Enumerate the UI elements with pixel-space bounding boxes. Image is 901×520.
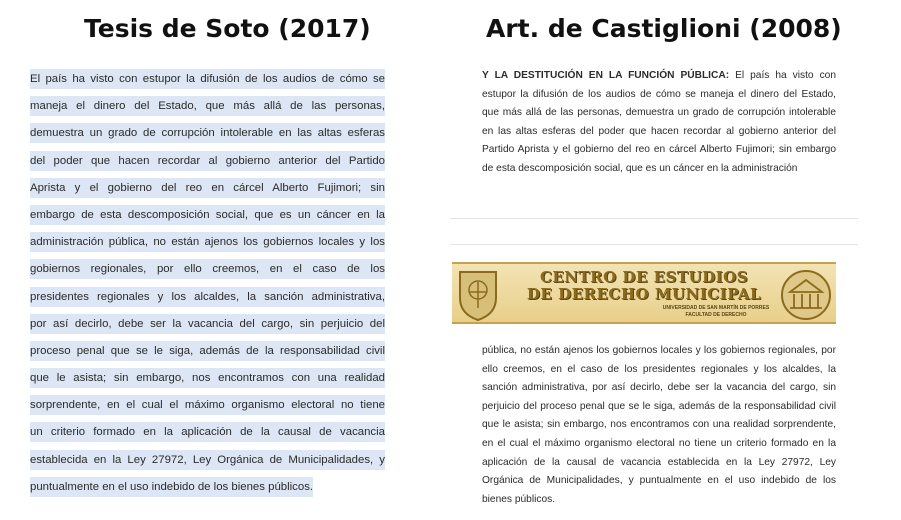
page-divider xyxy=(450,244,858,245)
article-line xyxy=(482,67,836,86)
thesis-line: sorprendente, en el cual el máximo organismo electoral no tiene xyxy=(30,392,385,419)
banner-faculty: FACULTAD DE DERECHO xyxy=(685,312,747,318)
article-section-heading: Y LA DESTITUCIÓN EN LA FUNCIÓN PÚBLICA: xyxy=(482,70,730,81)
article-line: en las altas esferas del poder que hacen recordar al gobierno anterior del xyxy=(482,125,836,137)
thesis-line: embargo de esta descomposición social, que es un cáncer en la xyxy=(30,202,385,229)
article-line: bienes públicos. xyxy=(482,493,556,505)
article-first-line-text: El país ha visto con xyxy=(729,70,836,81)
article-line: perjuicio del proceso penal que se le siga, además de la responsabilidad civil xyxy=(482,400,836,412)
article-line: ello creemos, en el caso de los presidentes regionales y los alcaldes, la xyxy=(482,363,836,375)
thesis-line: El país ha visto con estupor la difusión de los audios de cómo se xyxy=(30,66,385,93)
banner-title-line2: DE DERECHO MUNICIPAL xyxy=(526,285,762,303)
thesis-line: administración pública, no están ajenos los gobiernos locales y los xyxy=(30,229,385,256)
article-line: Partido Aprista y el gobierno del reo en cárcel Alberto Fujimori; sin embargo xyxy=(482,144,836,156)
thesis-line: gobiernos regionales, por ello creemos, en el caso de los xyxy=(30,256,385,283)
thesis-line: maneja el dinero del Estado, que más allá de las personas, xyxy=(30,93,385,120)
thesis-line: por así decirlo, debe ser la vacancia del cargo, sin perjuicio del xyxy=(30,311,385,338)
thesis-line: proceso penal que se le siga, además de la responsabilidad civil xyxy=(30,338,385,365)
thesis-line: un criterio formado en la aplicación de la causal de vacancia xyxy=(30,419,385,446)
page-divider xyxy=(450,218,858,219)
right-heading: Art. de Castiglioni (2008) xyxy=(486,14,842,43)
article-line: que más allá de las personas, demuestra un grado de corrupción intolerable xyxy=(482,107,836,119)
building-emblem-icon xyxy=(780,268,832,322)
thesis-line: del poder que hacen recordar al gobierno anterior del Partido xyxy=(30,148,385,175)
thesis-line: puntualmente en el uso indebido de los bienes públicos. xyxy=(30,474,385,501)
article-line: que le asista; sin embargo, nos encontramos con una realidad sorprendente, xyxy=(482,419,836,431)
article-line: Orgánica de Municipalidades, y puntualmente en el uso indebido de los xyxy=(482,475,836,487)
thesis-line: establecida en la Ley 27972, Ley Orgánica de Municipalidades, y xyxy=(30,447,385,474)
article-line: de esta descomposición social, que es un cáncer en la administración xyxy=(482,162,798,174)
thesis-line: que le asista; sin embargo, nos encontramos con una realidad xyxy=(30,365,385,392)
banner-university: UNIVERSIDAD DE SAN MARTÍN DE PORRES xyxy=(662,305,770,311)
article-line: pública, no están ajenos los gobiernos locales y los gobiernos regionales, por xyxy=(482,345,836,356)
article-line: estupor la difusión de los audios de cómo se maneja el dinero del Estado, xyxy=(482,88,836,100)
thesis-line: presidentes regionales y los alcaldes, la sanción administrativa, xyxy=(30,284,385,311)
article-line: aplicación de la causal de vacancia establecida en la Ley 27972, Ley xyxy=(482,456,836,468)
thesis-excerpt xyxy=(30,66,385,501)
article-excerpt-bottom xyxy=(482,342,836,509)
banner-title-line1: CENTRO DE ESTUDIOS xyxy=(539,268,749,286)
left-heading: Tesis de Soto (2017) xyxy=(84,14,371,43)
article-line: sanción administrativa, por así decirlo, debe ser la vacancia del cargo, sin xyxy=(482,382,836,394)
article-line: en el cual el máximo organismo electoral no tiene un criterio formado en la xyxy=(482,437,836,449)
thesis-line: Aprista y el gobierno del reo en cárcel Alberto Fujimori; sin xyxy=(30,175,385,202)
institution-banner xyxy=(452,262,836,324)
thesis-line: demuestra un grado de corrupción intolerable en las altas esferas xyxy=(30,120,385,147)
article-excerpt-top xyxy=(482,67,836,179)
